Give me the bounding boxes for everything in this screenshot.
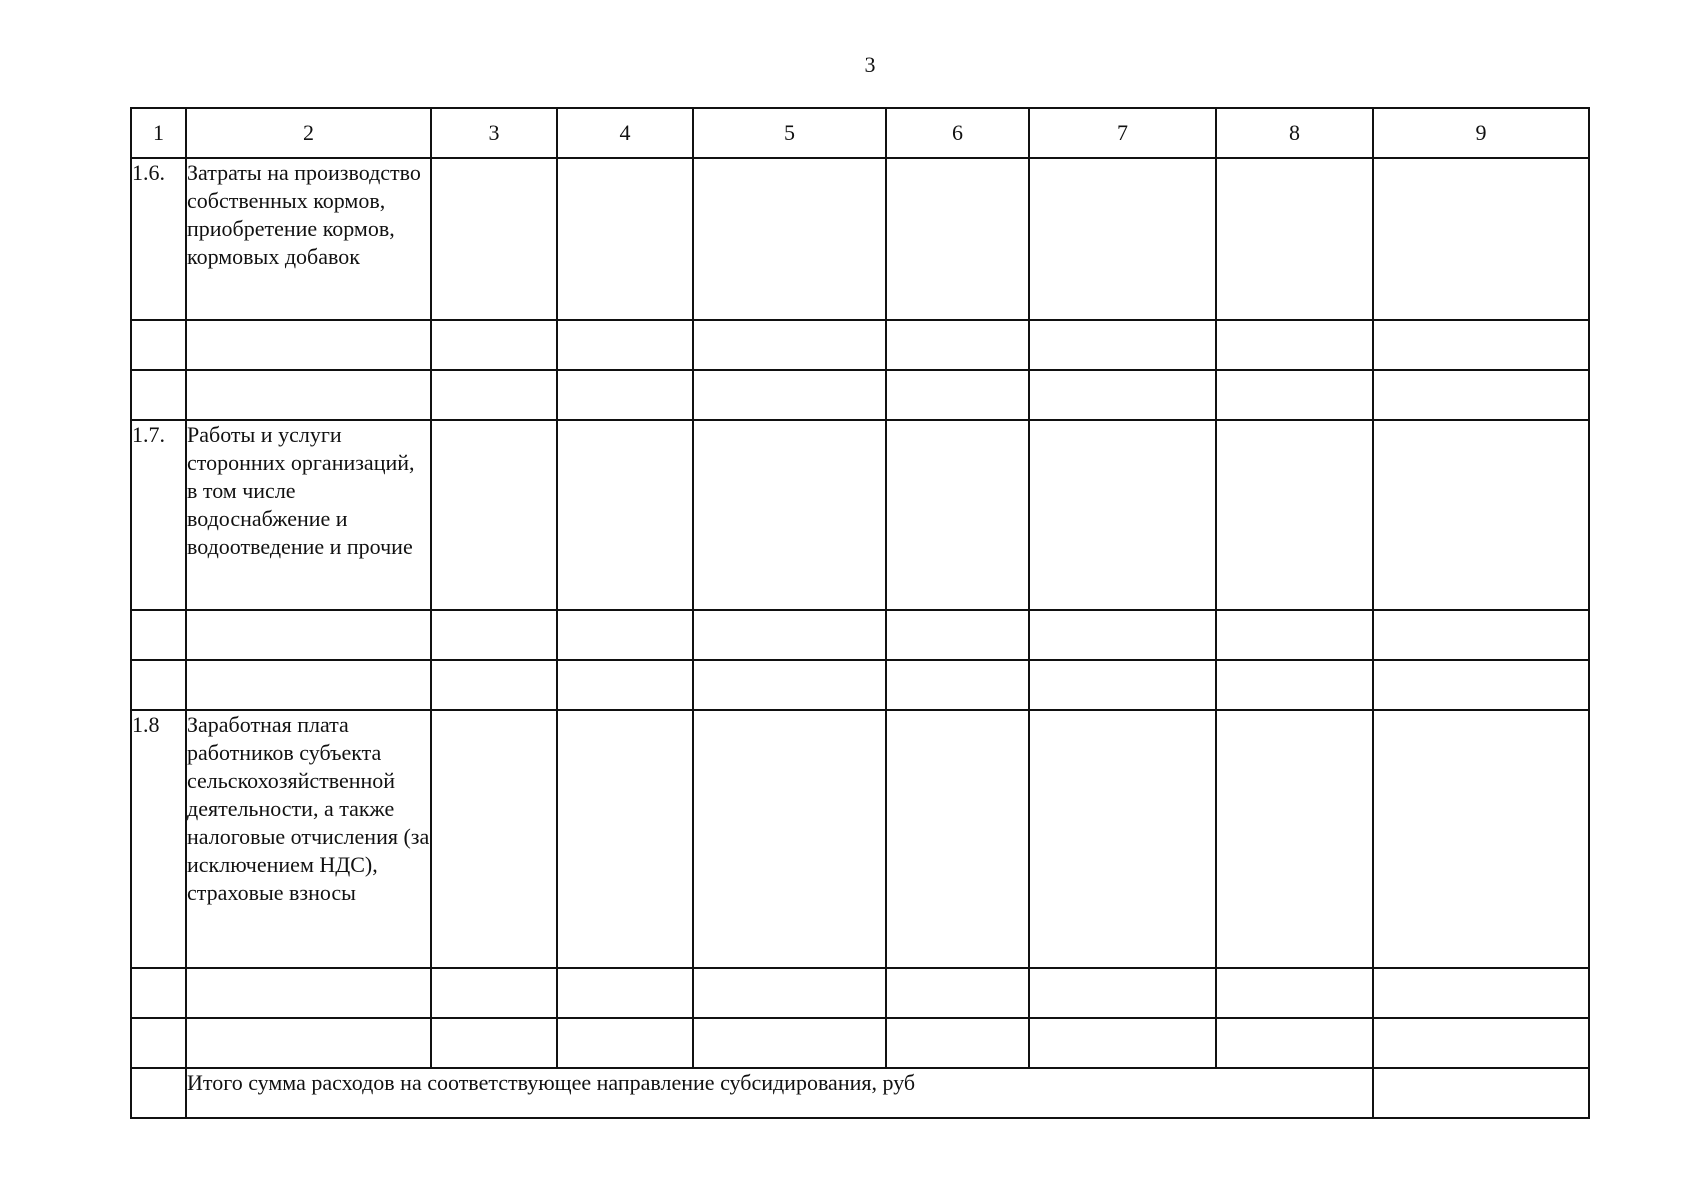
- empty-cell: [431, 420, 557, 610]
- empty-cell: [557, 158, 693, 320]
- empty-cell: [1029, 710, 1216, 968]
- empty-cell: [431, 158, 557, 320]
- total-row: [131, 1068, 1589, 1118]
- empty-cell: [886, 968, 1029, 1018]
- empty-cell: [1373, 710, 1589, 968]
- total-value-cell: [1373, 1068, 1589, 1118]
- empty-cell: [431, 710, 557, 968]
- empty-cell: [1373, 370, 1589, 420]
- table-row: [131, 710, 1589, 968]
- empty-cell: [693, 610, 886, 660]
- empty-cell: [693, 660, 886, 710]
- empty-cell: [693, 158, 886, 320]
- empty-cell: [131, 610, 186, 660]
- empty-cell: [1216, 660, 1373, 710]
- empty-cell: [131, 1018, 186, 1068]
- empty-cell: [693, 968, 886, 1018]
- empty-cell: [1029, 968, 1216, 1018]
- column-header: 9: [1373, 108, 1589, 158]
- blank-row: [131, 660, 1589, 710]
- empty-cell: [1029, 320, 1216, 370]
- column-header: 6: [886, 108, 1029, 158]
- empty-cell: [1216, 610, 1373, 660]
- row-description: Затраты на производство собственных кормов, приобретение кормов, кормовых добавок: [186, 158, 431, 320]
- empty-cell: [886, 158, 1029, 320]
- column-header: 1: [131, 108, 186, 158]
- empty-cell: [1029, 420, 1216, 610]
- row-number: 1.7.: [131, 420, 186, 610]
- table-row: [131, 420, 1589, 610]
- empty-cell: [557, 1018, 693, 1068]
- empty-cell: [131, 320, 186, 370]
- empty-cell: [557, 968, 693, 1018]
- empty-cell: [1029, 660, 1216, 710]
- empty-cell: [557, 420, 693, 610]
- empty-cell: [886, 320, 1029, 370]
- empty-cell: [886, 660, 1029, 710]
- empty-cell: [186, 610, 431, 660]
- empty-cell: [1373, 158, 1589, 320]
- empty-cell: [186, 370, 431, 420]
- empty-cell: [693, 320, 886, 370]
- empty-cell: [1373, 420, 1589, 610]
- empty-cell: [1373, 610, 1589, 660]
- blank-row: [131, 610, 1589, 660]
- empty-cell: [1216, 370, 1373, 420]
- empty-cell: [431, 370, 557, 420]
- empty-cell: [1216, 968, 1373, 1018]
- empty-cell: [186, 1018, 431, 1068]
- row-number: 1.6.: [131, 158, 186, 320]
- empty-cell: [131, 968, 186, 1018]
- expense-table: [130, 107, 1590, 1119]
- column-header: 8: [1216, 108, 1373, 158]
- row-number: 1.8: [131, 710, 186, 968]
- empty-cell: [1029, 1018, 1216, 1068]
- empty-cell: [1216, 158, 1373, 320]
- empty-cell: [557, 610, 693, 660]
- column-header: 5: [693, 108, 886, 158]
- empty-cell: [186, 968, 431, 1018]
- empty-cell: [693, 1018, 886, 1068]
- column-header: 2: [186, 108, 431, 158]
- empty-cell: [1216, 710, 1373, 968]
- empty-cell: [131, 660, 186, 710]
- empty-cell: [431, 610, 557, 660]
- column-header: 7: [1029, 108, 1216, 158]
- empty-cell: [431, 320, 557, 370]
- blank-row: [131, 968, 1589, 1018]
- empty-cell: [186, 320, 431, 370]
- blank-row: [131, 320, 1589, 370]
- empty-cell: [1373, 968, 1589, 1018]
- empty-cell: [557, 370, 693, 420]
- empty-cell: [886, 610, 1029, 660]
- empty-cell: [557, 660, 693, 710]
- table-row: [131, 158, 1589, 320]
- empty-cell: [431, 660, 557, 710]
- empty-cell: [1029, 158, 1216, 320]
- empty-cell: [886, 710, 1029, 968]
- empty-cell: [886, 1018, 1029, 1068]
- empty-cell: [1029, 370, 1216, 420]
- column-number-row: [131, 108, 1589, 158]
- empty-cell: [186, 660, 431, 710]
- empty-cell: [693, 370, 886, 420]
- empty-cell: [1216, 1018, 1373, 1068]
- empty-cell: [693, 420, 886, 610]
- empty-cell: [1216, 420, 1373, 610]
- page-number: 3: [864, 52, 876, 77]
- column-header: 4: [557, 108, 693, 158]
- total-label: Итого сумма расходов на соответствующее направление субсидирования, руб: [186, 1068, 1373, 1118]
- empty-cell: [557, 320, 693, 370]
- empty-cell: [1373, 320, 1589, 370]
- empty-cell: [886, 370, 1029, 420]
- empty-cell: [886, 420, 1029, 610]
- empty-cell: [1373, 660, 1589, 710]
- column-header: 3: [431, 108, 557, 158]
- empty-cell: [1373, 1018, 1589, 1068]
- row-description: Заработная плата работников субъекта сельскохозяйственной деятельности, а также налоговые отчисления (за исключением НДС), страховые взносы: [186, 710, 431, 968]
- empty-cell: [131, 370, 186, 420]
- empty-cell: [431, 968, 557, 1018]
- blank-row: [131, 370, 1589, 420]
- empty-cell: [431, 1018, 557, 1068]
- empty-cell: [1216, 320, 1373, 370]
- empty-cell: [131, 1068, 186, 1118]
- blank-row: [131, 1018, 1589, 1068]
- empty-cell: [1029, 610, 1216, 660]
- row-description: Работы и услуги сторонних организаций, в том числе водоснабжение и водоотведение и прочие: [186, 420, 431, 610]
- empty-cell: [557, 710, 693, 968]
- empty-cell: [693, 710, 886, 968]
